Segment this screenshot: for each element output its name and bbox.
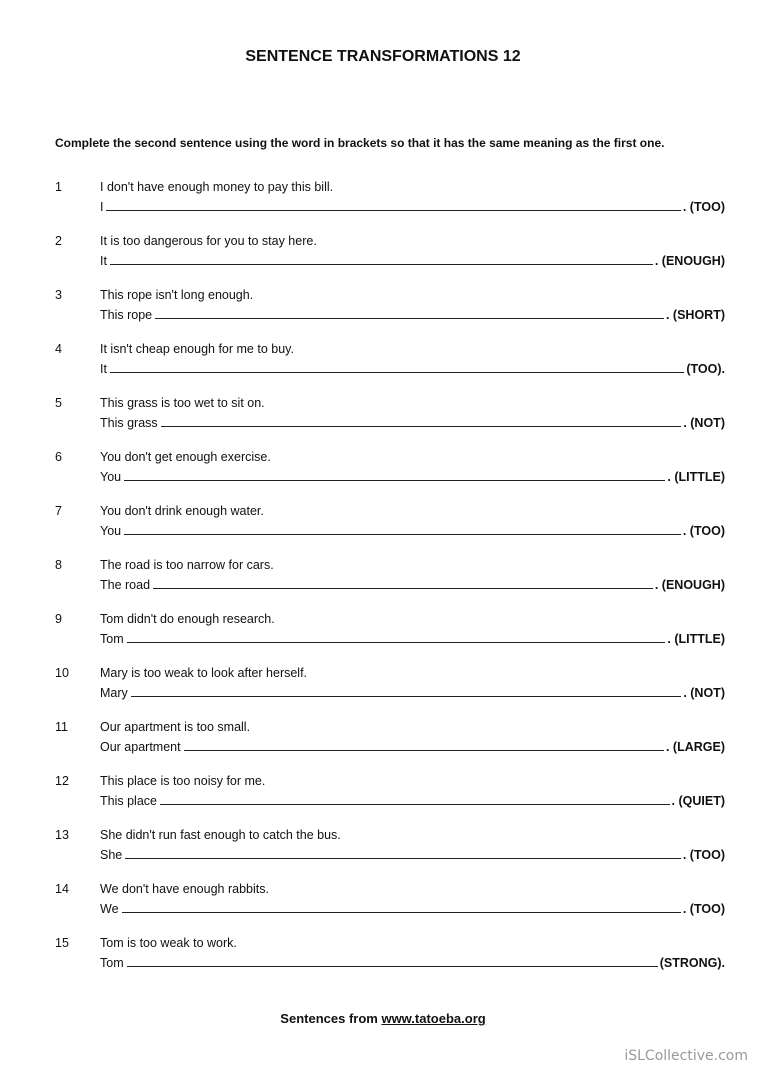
answer-line	[100, 900, 725, 916]
exercise-item	[55, 558, 725, 612]
footer-credit	[0, 1011, 766, 1026]
answer-blank[interactable]	[127, 630, 666, 643]
answer-line	[100, 846, 725, 862]
exercise-item	[55, 666, 725, 720]
answer-blank[interactable]	[153, 576, 653, 589]
footer-prefix: Sentences from	[280, 1011, 382, 1026]
answer-blank[interactable]	[155, 306, 664, 319]
item-number: 6	[55, 450, 62, 464]
answer-line	[100, 360, 725, 376]
answer-line	[100, 954, 725, 970]
original-sentence: It isn't cheap enough for me to buy.	[100, 342, 294, 356]
original-sentence: We don't have enough rabbits.	[100, 882, 269, 896]
original-sentence: The road is too narrow for cars.	[100, 558, 274, 572]
original-sentence: This rope isn't long enough.	[100, 288, 254, 302]
sentence-starter: Tom	[100, 956, 124, 970]
sentence-starter: Mary	[100, 686, 128, 700]
answer-blank[interactable]	[124, 468, 665, 481]
answer-blank[interactable]	[184, 738, 664, 751]
key-word: . (TOO)	[682, 200, 725, 214]
answer-line	[100, 306, 725, 322]
key-word: . (LITTLE)	[667, 632, 725, 646]
key-word: . (QUIET)	[671, 794, 725, 808]
item-number: 9	[55, 612, 62, 626]
original-sentence: It is too dangerous for you to stay here.	[100, 234, 317, 248]
item-number: 4	[55, 342, 62, 356]
key-word: (TOO).	[686, 362, 725, 376]
exercise-item	[55, 342, 725, 396]
item-number: 10	[55, 666, 69, 680]
sentence-starter: It	[100, 362, 107, 376]
answer-line	[100, 738, 725, 754]
answer-line	[100, 468, 725, 484]
sentence-starter: We	[100, 902, 119, 916]
sentence-starter: This place	[100, 794, 157, 808]
exercise-item	[55, 720, 725, 774]
watermark: iSLCollective.com	[624, 1048, 748, 1064]
key-word: . (TOO)	[682, 902, 725, 916]
item-number: 14	[55, 882, 69, 896]
sentence-starter: Tom	[100, 632, 124, 646]
exercise-item	[55, 180, 725, 234]
answer-blank[interactable]	[161, 414, 682, 427]
answer-line	[100, 522, 725, 538]
sentence-starter: You	[100, 470, 122, 484]
exercise-item	[55, 450, 725, 504]
item-number: 12	[55, 774, 69, 788]
original-sentence: She didn't run fast enough to catch the bus.	[100, 828, 341, 842]
answer-line	[100, 252, 725, 268]
key-word: . (TOO)	[682, 524, 725, 538]
key-word: . (LARGE)	[665, 740, 725, 754]
exercise-list	[55, 180, 725, 990]
item-number: 11	[55, 720, 68, 734]
original-sentence: Tom didn't do enough research.	[100, 612, 275, 626]
original-sentence: Mary is too weak to look after herself.	[100, 666, 308, 680]
exercise-item	[55, 288, 725, 342]
answer-blank[interactable]	[160, 792, 670, 805]
sentence-starter: This grass	[100, 416, 158, 430]
item-number: 3	[55, 288, 62, 302]
exercise-item	[55, 396, 725, 450]
answer-blank[interactable]	[124, 522, 681, 535]
original-sentence: This grass is too wet to sit on.	[100, 396, 265, 410]
sentence-starter: It	[100, 254, 107, 268]
item-number: 8	[55, 558, 62, 572]
answer-line	[100, 630, 725, 646]
answer-line	[100, 576, 725, 592]
answer-line	[100, 198, 725, 214]
key-word: . (LITTLE)	[667, 470, 725, 484]
answer-blank[interactable]	[110, 360, 684, 373]
exercise-item	[55, 612, 725, 666]
answer-line	[100, 792, 725, 808]
answer-blank[interactable]	[110, 252, 653, 265]
answer-line	[100, 414, 725, 430]
original-sentence: I don't have enough money to pay this bill.	[100, 180, 334, 194]
original-sentence: This place is too noisy for me.	[100, 774, 266, 788]
sentence-starter: You	[100, 524, 122, 538]
sentence-starter: The road	[100, 578, 151, 592]
key-word: . (ENOUGH)	[654, 578, 725, 592]
item-number: 2	[55, 234, 62, 248]
sentence-starter: She	[100, 848, 123, 862]
key-word: . (NOT)	[683, 416, 725, 430]
key-word: . (TOO)	[682, 848, 725, 862]
item-number: 13	[55, 828, 69, 842]
answer-blank[interactable]	[106, 198, 680, 211]
key-word: . (SHORT)	[665, 308, 725, 322]
instructions: Complete the second sentence using the word in brackets so that it has the same meaning as the first one.	[55, 136, 665, 150]
exercise-item	[55, 774, 725, 828]
key-word: . (NOT)	[683, 686, 725, 700]
key-word: . (ENOUGH)	[654, 254, 725, 268]
sentence-starter: Our apartment	[100, 740, 181, 754]
answer-blank[interactable]	[131, 684, 682, 697]
answer-blank[interactable]	[127, 954, 658, 967]
exercise-item	[55, 504, 725, 558]
key-word: (STRONG).	[659, 956, 725, 970]
item-number: 5	[55, 396, 62, 410]
source-link[interactable]: www.tatoeba.org	[381, 1011, 486, 1026]
exercise-item	[55, 936, 725, 990]
item-number: 7	[55, 504, 62, 518]
answer-blank[interactable]	[122, 900, 681, 913]
exercise-item	[55, 828, 725, 882]
original-sentence: Our apartment is too small.	[100, 720, 251, 734]
answer-blank[interactable]	[125, 846, 681, 859]
original-sentence: Tom is too weak to work.	[100, 936, 237, 950]
sentence-starter: This rope	[100, 308, 153, 322]
worksheet-title: SENTENCE TRANSFORMATIONS 12	[245, 48, 521, 65]
item-number: 15	[55, 936, 69, 950]
original-sentence: You don't drink enough water.	[100, 504, 264, 518]
original-sentence: You don't get enough exercise.	[100, 450, 271, 464]
sentence-starter: I	[100, 200, 104, 214]
answer-line	[100, 684, 725, 700]
exercise-item	[55, 234, 725, 288]
exercise-item	[55, 882, 725, 936]
item-number: 1	[55, 180, 62, 194]
